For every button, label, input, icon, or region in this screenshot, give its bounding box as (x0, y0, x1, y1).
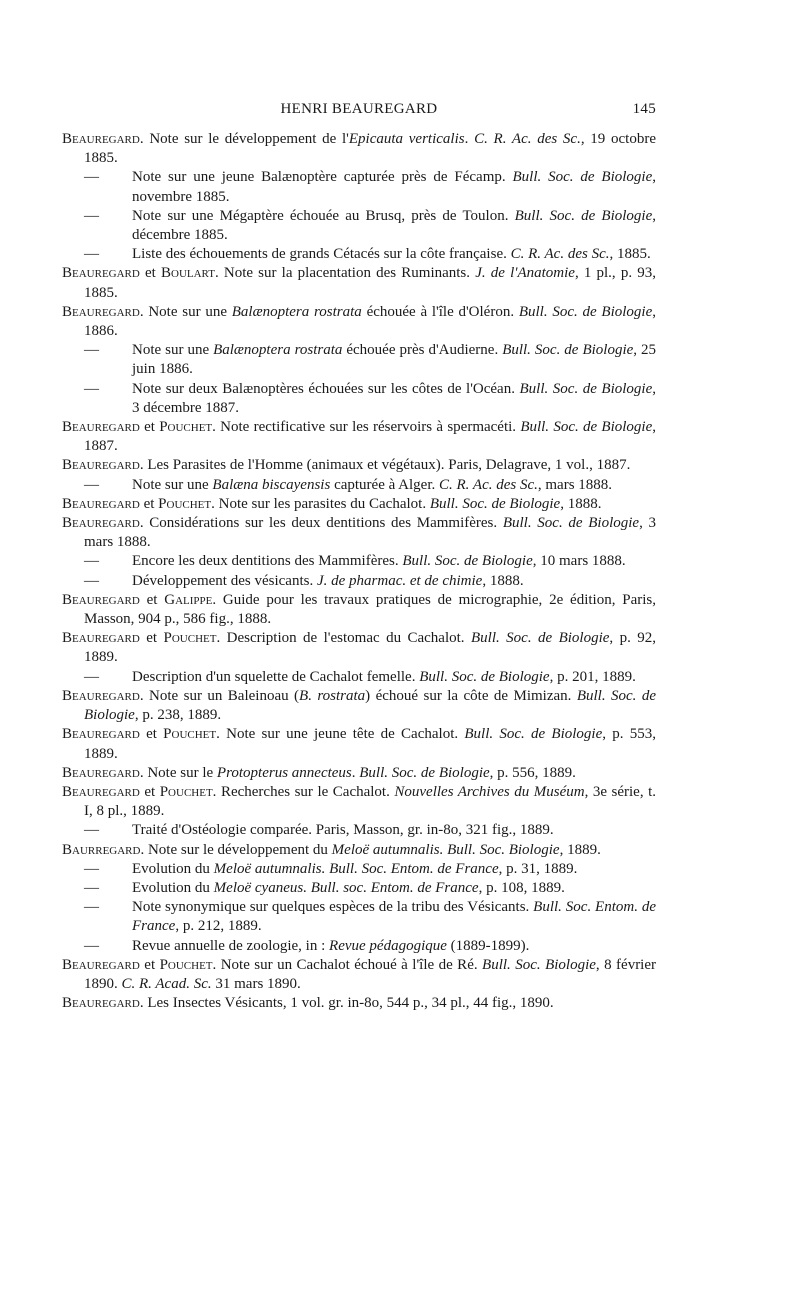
entry-text: , p. 553, 1889. (84, 726, 657, 762)
citation-italic: Bull. Soc. de Biologie (470, 630, 610, 647)
entry-text: Revue annuelle de zoologie, in : (132, 937, 330, 954)
entry-text: . Les Insectes Vésicants, 1 vol. gr. in-8o, 544 p., 34 pl., 44 fig., 1890. (139, 995, 554, 1012)
entry-text: , 1885. (609, 246, 651, 263)
bibliography-subentry (62, 476, 656, 495)
entry-text: , 3e série, t. I, 8 pl., 1889. (84, 783, 657, 820)
entry-text: , 1887. (84, 419, 656, 455)
entry-text: et (139, 956, 160, 973)
author-name: Beauregard (62, 956, 140, 973)
author-name: Pouchet (159, 956, 213, 973)
citation-italic: Bull. Soc. de Biologie (502, 515, 640, 532)
citation-italic: Balænoptera rostrata (231, 303, 362, 320)
author-name: Beauregard (62, 131, 140, 147)
citation-italic: Bull. Soc. de Biologie (512, 169, 653, 186)
entry-text: . Note sur la placentation des Ruminants. (214, 265, 476, 282)
citation-italic: Balænoptera rostrata (213, 342, 343, 359)
citation-italic: C. R. Ac. des Sc. (439, 476, 538, 493)
bibliography-entry (62, 783, 656, 821)
page-number: 145 (632, 101, 656, 117)
author-name: Pouchet (163, 726, 217, 743)
ditto-dash: — (84, 342, 99, 359)
entry-text: Evolution du (132, 860, 214, 877)
author-name: Beauregard (62, 591, 140, 608)
ditto-dash: — (84, 169, 99, 186)
ditto-dash: — (84, 246, 99, 263)
entry-text: , 1888. (560, 495, 602, 512)
author-name: Galippe (164, 591, 213, 608)
citation-italic: Bull. Soc. de Biologie (359, 764, 490, 781)
ditto-dash: — (84, 207, 99, 224)
author-name: Beauregard (62, 495, 140, 512)
citation-italic: Bull. Soc. de Biologie (84, 687, 656, 724)
entry-text: , 1889. (559, 841, 601, 858)
entry-text: . Note sur le (139, 764, 217, 781)
bibliography-entry (62, 956, 656, 994)
ditto-dash: — (84, 553, 99, 570)
citation-italic: Nouvelles Archives du Muséum (394, 783, 585, 800)
bibliography-subentry (62, 879, 656, 898)
entry-text: , 25 juin 1886. (132, 342, 656, 378)
entry-text: . (351, 764, 360, 781)
bibliography-entry (62, 841, 656, 860)
bibliography-list (62, 130, 656, 1013)
entry-text: . Note sur une (139, 303, 232, 320)
entry-text: . Note rectificative sur les réservoirs à spermacéti. (212, 419, 521, 436)
entry-text: , p. 238, 1889. (134, 707, 222, 724)
citation-italic: C. R. Ac. des Sc. (510, 246, 610, 263)
entry-text: . Note sur le développement du (140, 841, 332, 858)
bibliography-subentry (62, 668, 656, 687)
citation-italic: Bull. Soc. de Biologie (464, 726, 603, 743)
entry-text: , 1888. (482, 572, 524, 589)
bibliography-subentry (62, 860, 656, 879)
citation-italic: Meloë autumnalis. Bull. Soc. Biologie (331, 841, 560, 858)
citation-italic: Revue pédagogique (329, 937, 447, 954)
entry-text: . Note sur les parasites du Cachalot. (211, 495, 430, 512)
bibliography-entry (62, 514, 656, 552)
entry-text: , p. 92, 1889. (84, 630, 656, 666)
citation-italic: Bull. Soc. de Biologie (518, 303, 653, 320)
citation-italic: Bull. Soc. de Biologie (502, 342, 634, 359)
entry-text: Développement des vésicants. (132, 572, 317, 589)
citation-italic: J. de l'Anatomie (475, 265, 575, 282)
author-name: Pouchet (159, 783, 213, 800)
author-name: Beauregard (62, 630, 140, 647)
entry-text: . Note sur une jeune tête de Cachalot. (216, 726, 465, 743)
citation-italic: Bull. Soc. Biologie (482, 956, 596, 973)
ditto-dash: — (84, 380, 99, 397)
entry-text: , p. 201, 1889. (549, 668, 636, 685)
entry-text: Description d'un squelette de Cachalot femelle. (132, 668, 420, 685)
entry-text: , p. 108, 1889. (478, 879, 565, 896)
bibliography-subentry (62, 552, 656, 571)
entry-text: Note sur une jeune Balænoptère capturée près de Fécamp. (132, 169, 513, 186)
citation-italic: C. R. Ac. des Sc. (474, 131, 581, 147)
entry-text: Note sur une Mégaptère échouée au Brusq, près de Toulon. (132, 207, 515, 224)
author-name: Pouchet (163, 630, 217, 647)
entry-text: . Description de l'estomac du Cachalot. (216, 630, 471, 647)
bibliography-entry (62, 764, 656, 783)
author-name: Pouchet (159, 419, 213, 436)
bibliography-entry (62, 418, 656, 456)
entry-text: et (139, 495, 159, 512)
entry-text: échouée à l'île d'Oléron. (361, 303, 519, 320)
ditto-dash: — (84, 937, 99, 954)
entry-text: ) échoué sur la côte de Mimizan. (365, 687, 577, 704)
entry-text: Liste des échouements de grands Cétacés sur la côte française. (132, 246, 511, 263)
author-name: Beauregard (62, 303, 140, 320)
citation-italic: Bull. Soc. de Biologie (419, 668, 550, 685)
page-header-title: HENRI BEAUREGARD (280, 101, 438, 117)
entry-text: , mars 1888. (537, 476, 613, 493)
bibliography-entry (62, 687, 656, 725)
bibliography-subentry (62, 245, 656, 264)
author-name: Beauregard (62, 687, 140, 704)
bibliography-entry (62, 303, 656, 341)
author-name: Beauregard (62, 265, 140, 282)
bibliography-subentry (62, 168, 656, 206)
entry-text: et (139, 726, 164, 743)
entry-text: 31 mars 1890. (211, 975, 301, 992)
entry-text: . Considérations sur les deux dentitions des Mammifères. (139, 515, 503, 532)
bibliography-entry (62, 130, 656, 168)
entry-text: échouée près d'Audierne. (342, 342, 503, 359)
author-name: Beauregard (62, 726, 140, 743)
bibliography-entry (62, 264, 656, 302)
bibliography-subentry (62, 898, 656, 936)
entry-text: . Note sur un Baleinoau ( (139, 687, 300, 704)
entry-text: et (139, 630, 164, 647)
entry-text: , 1 pl., p. 93, 1885. (84, 265, 656, 301)
entry-text: , 3 décembre 1887. (132, 380, 657, 416)
entry-text: Evolution du (132, 879, 214, 896)
bibliography-entry (62, 629, 656, 667)
entry-text: , p. 31, 1889. (498, 860, 578, 877)
bibliography-subentry (62, 572, 656, 591)
entry-text: . Les Parasites de l'Homme (animaux et végétaux). Paris, Delagrave, 1 vol., 1887. (139, 457, 631, 474)
entry-text: Encore les deux dentitions des Mammifères. (132, 553, 403, 570)
author-name: Beauregard (62, 995, 140, 1012)
citation-italic: Epicauta verticalis (348, 131, 465, 147)
bibliography-subentry (62, 207, 656, 245)
citation-italic: Bull. Soc. Entom. de France (132, 899, 656, 935)
bibliography-subentry (62, 937, 656, 956)
citation-italic: Meloë autumnalis. Bull. Soc. Entom. de France (213, 860, 499, 877)
author-name: Baurregard (62, 841, 141, 858)
author-name: Beauregard (62, 783, 140, 800)
ditto-dash: — (84, 572, 99, 589)
author-name: Beauregard (62, 457, 140, 474)
citation-italic: Protopterus annecteus (216, 764, 352, 781)
entry-text: Note synonymique sur quelques espèces de la tribu des Vésicants. (132, 899, 534, 916)
entry-text: (1889-1899). (446, 937, 530, 954)
entry-text: Traité d'Ostéologie comparée. Paris, Masson, gr. in-8o, 321 fig., 1889. (132, 822, 554, 839)
author-name: Beauregard (62, 419, 140, 436)
entry-text: Note sur une (132, 476, 213, 493)
entry-text: capturée à Alger. (330, 476, 440, 493)
entry-text: , novembre 1885. (132, 169, 656, 205)
entry-text: et (139, 783, 160, 800)
ditto-dash: — (84, 668, 99, 685)
entry-text: Note sur une (132, 342, 214, 359)
citation-italic: C. R. Acad. Sc. (121, 975, 212, 992)
ditto-dash: — (84, 860, 99, 877)
author-name: Beauregard (62, 764, 140, 781)
author-name: Pouchet (158, 495, 212, 512)
bibliography-subentry (62, 821, 656, 840)
entry-text: , 10 mars 1888. (532, 553, 626, 570)
citation-italic: B. rostrata (299, 687, 366, 704)
ditto-dash: — (84, 899, 99, 916)
bibliography-entry (62, 994, 656, 1013)
ditto-dash: — (84, 879, 99, 896)
entry-text: , p. 556, 1889. (489, 764, 576, 781)
entry-text: Note sur deux Balænoptères échouées sur les côtes de l'Océan. (132, 380, 520, 397)
citation-italic: Meloë cyaneus. Bull. soc. Entom. de France (213, 879, 479, 896)
bibliography-subentry (62, 380, 656, 418)
entry-text: . Note sur un Cachalot échoué à l'île de Ré. (212, 956, 483, 973)
entry-text: et (139, 265, 161, 282)
bibliography-entry (62, 495, 656, 514)
ditto-dash: — (84, 822, 99, 839)
entry-text: . Guide pour les travaux pratiques de micrographie, 2e édition, Paris, Masson, 904 p., 586 fig., 1888. (84, 591, 656, 628)
bibliography-subentry (62, 341, 656, 379)
bibliography-entry (62, 456, 656, 475)
citation-italic: Bull. Soc. de Biologie (514, 207, 653, 224)
entry-text: . (464, 131, 475, 147)
citation-italic: Bull. Soc. de Biologie (519, 380, 653, 397)
author-name: Beauregard (62, 515, 140, 532)
citation-italic: Balæna biscayensis (212, 476, 331, 493)
bibliography-entry (62, 591, 656, 629)
citation-italic: Bull. Soc. de Biologie (402, 553, 533, 570)
entry-text: et (139, 591, 165, 608)
entry-text: , 3 mars 1888. (84, 515, 657, 551)
ditto-dash: — (84, 476, 99, 493)
citation-italic: Bull. Soc. de Biologie (520, 419, 653, 436)
entry-text: et (139, 419, 160, 436)
bibliography-entry (62, 725, 656, 763)
entry-text: , p. 212, 1889. (175, 918, 262, 935)
entry-text: . Note sur le développement de l' (139, 131, 349, 147)
entry-text: , 1886. (84, 303, 656, 340)
entry-text: . Recherches sur le Cachalot. (212, 783, 395, 800)
citation-italic: J. de pharmac. et de chimie (316, 572, 483, 589)
entry-text: , 19 octobre 1885. (84, 131, 656, 167)
author-name: Boulart (161, 265, 215, 282)
citation-italic: Bull. Soc. de Biologie (429, 495, 561, 512)
entry-text: , 8 février 1890. (84, 956, 657, 992)
entry-text: , décembre 1885. (132, 207, 656, 244)
